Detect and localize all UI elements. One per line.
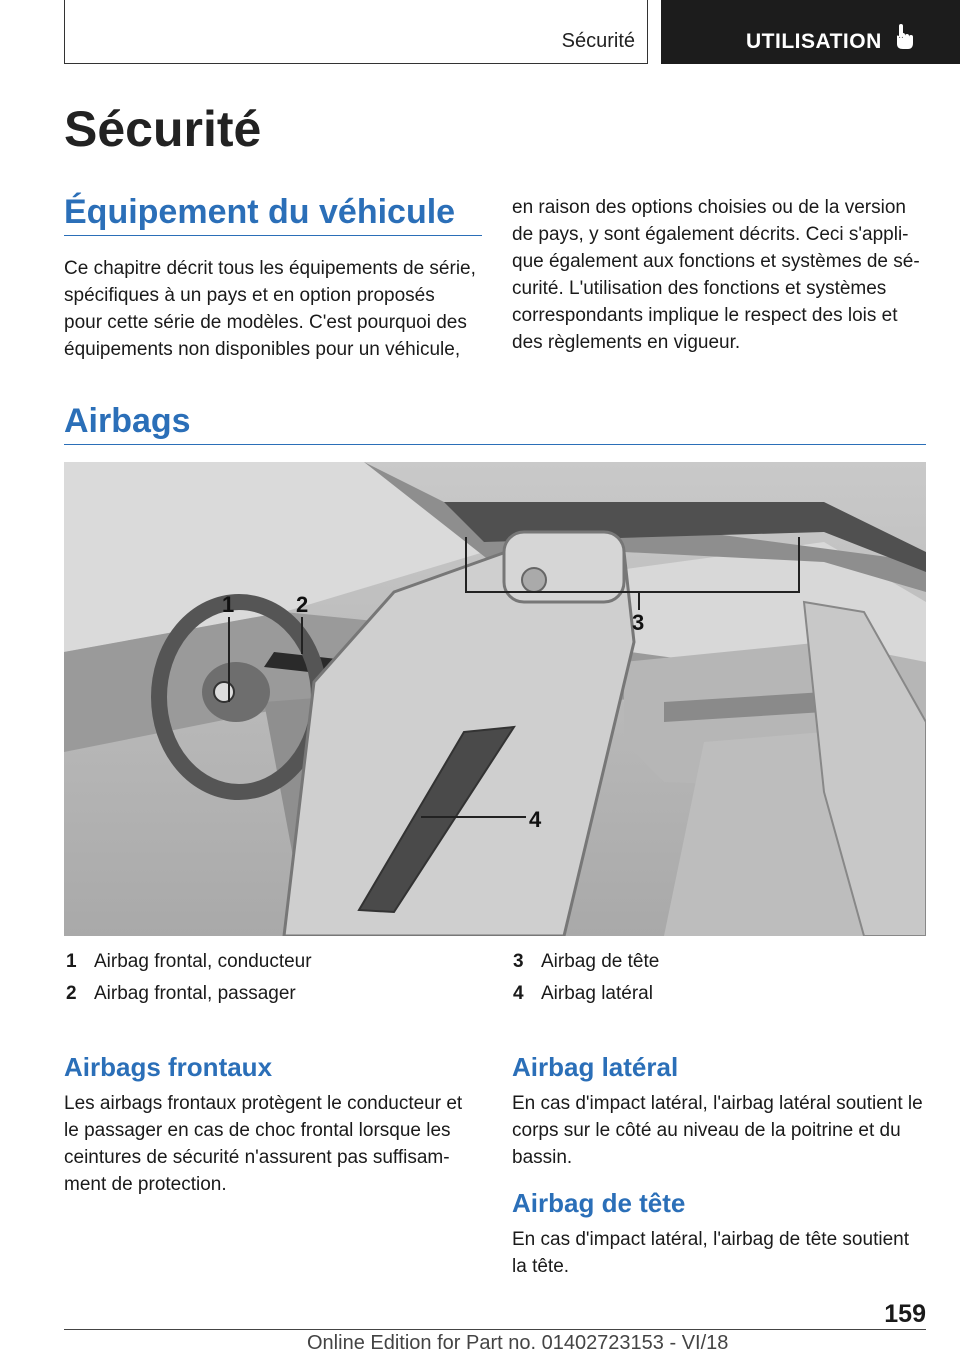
text-line: En cas d'impact latéral, l'airbag de tête soutient [512,1229,909,1250]
head-airbag-text [512,1226,909,1280]
text-line: pour cette série de modèles. C'est pourquoi des [64,312,467,333]
footer-edition-text: Online Edition for Part no. 01402723153 - VI/18 [307,1332,729,1354]
legend-number: 1 [66,951,77,972]
text-line: ceintures de sécurité n'assurent pas suffisam- [64,1147,450,1168]
text-line: ment de protection. [64,1174,227,1195]
car-interior-illustration [64,462,926,936]
text-line: de pays, y sont également décrits. Ceci s'appli- [512,224,909,245]
text-line: curité. L'utilisation des fonctions et systèmes [512,278,887,299]
pointing-hand-icon [893,24,915,55]
airbags-heading: Airbags [64,402,191,440]
text-line: corps sur le côté au niveau de la poitrine et du [512,1120,901,1141]
text-line: le passager en cas de choc frontal lorsque les [64,1120,451,1141]
equipment-text-col2 [512,194,920,356]
footer-rule [64,1329,926,1330]
legend-text: Airbag de tête [541,951,660,972]
front-airbags-text [64,1090,462,1198]
callout-4: 4 [529,807,542,832]
legend-number: 3 [513,951,524,972]
text-line: en raison des options choisies ou de la version [512,197,906,218]
text-line: que également aux fonctions et systèmes de sé- [512,251,920,272]
side-airbag-heading: Airbag latéral [512,1052,679,1082]
header-section-box [64,0,648,64]
text-line: bassin. [512,1147,573,1168]
page-number: 159 [884,1300,926,1328]
head-airbag-heading: Airbag de tête [512,1188,686,1218]
legend-number: 4 [513,983,524,1004]
legend-text: Airbag frontal, passager [94,983,296,1004]
text-line: équipements non disponibles pour un véhicule, [64,339,461,360]
side-airbag-text [512,1090,923,1171]
page-title: Sécurité [64,101,262,157]
legend-text: Airbag latéral [541,983,653,1004]
text-line: Les airbags frontaux protègent le conducteur et [64,1093,463,1114]
callout-3: 3 [632,610,645,635]
text-line: En cas d'impact latéral, l'airbag latéral soutient le [512,1093,923,1114]
legend-text: Airbag frontal, conducteur [94,951,312,972]
equipment-heading: Équipement du véhicule [64,193,456,231]
header-chapter-label: UTILISATION [746,30,882,53]
airbags-heading-rule [64,444,926,445]
text-line: correspondants implique le respect des lois et [512,305,898,326]
equipment-heading-rule [64,235,482,236]
legend-number: 2 [66,983,77,1004]
equipment-text-col1 [64,255,476,363]
header-section-label: Sécurité [561,30,635,52]
front-airbags-heading: Airbags frontaux [64,1052,273,1082]
text-line: spécifiques à un pays et en option proposés [64,285,435,306]
header-chapter-box [661,0,960,64]
text-line: Ce chapitre décrit tous les équipements de série, [64,258,476,279]
text-line: des règlements en vigueur. [512,332,741,353]
callout-1: 1 [222,592,235,617]
text-line: la tête. [512,1256,570,1277]
callout-2: 2 [296,592,309,617]
